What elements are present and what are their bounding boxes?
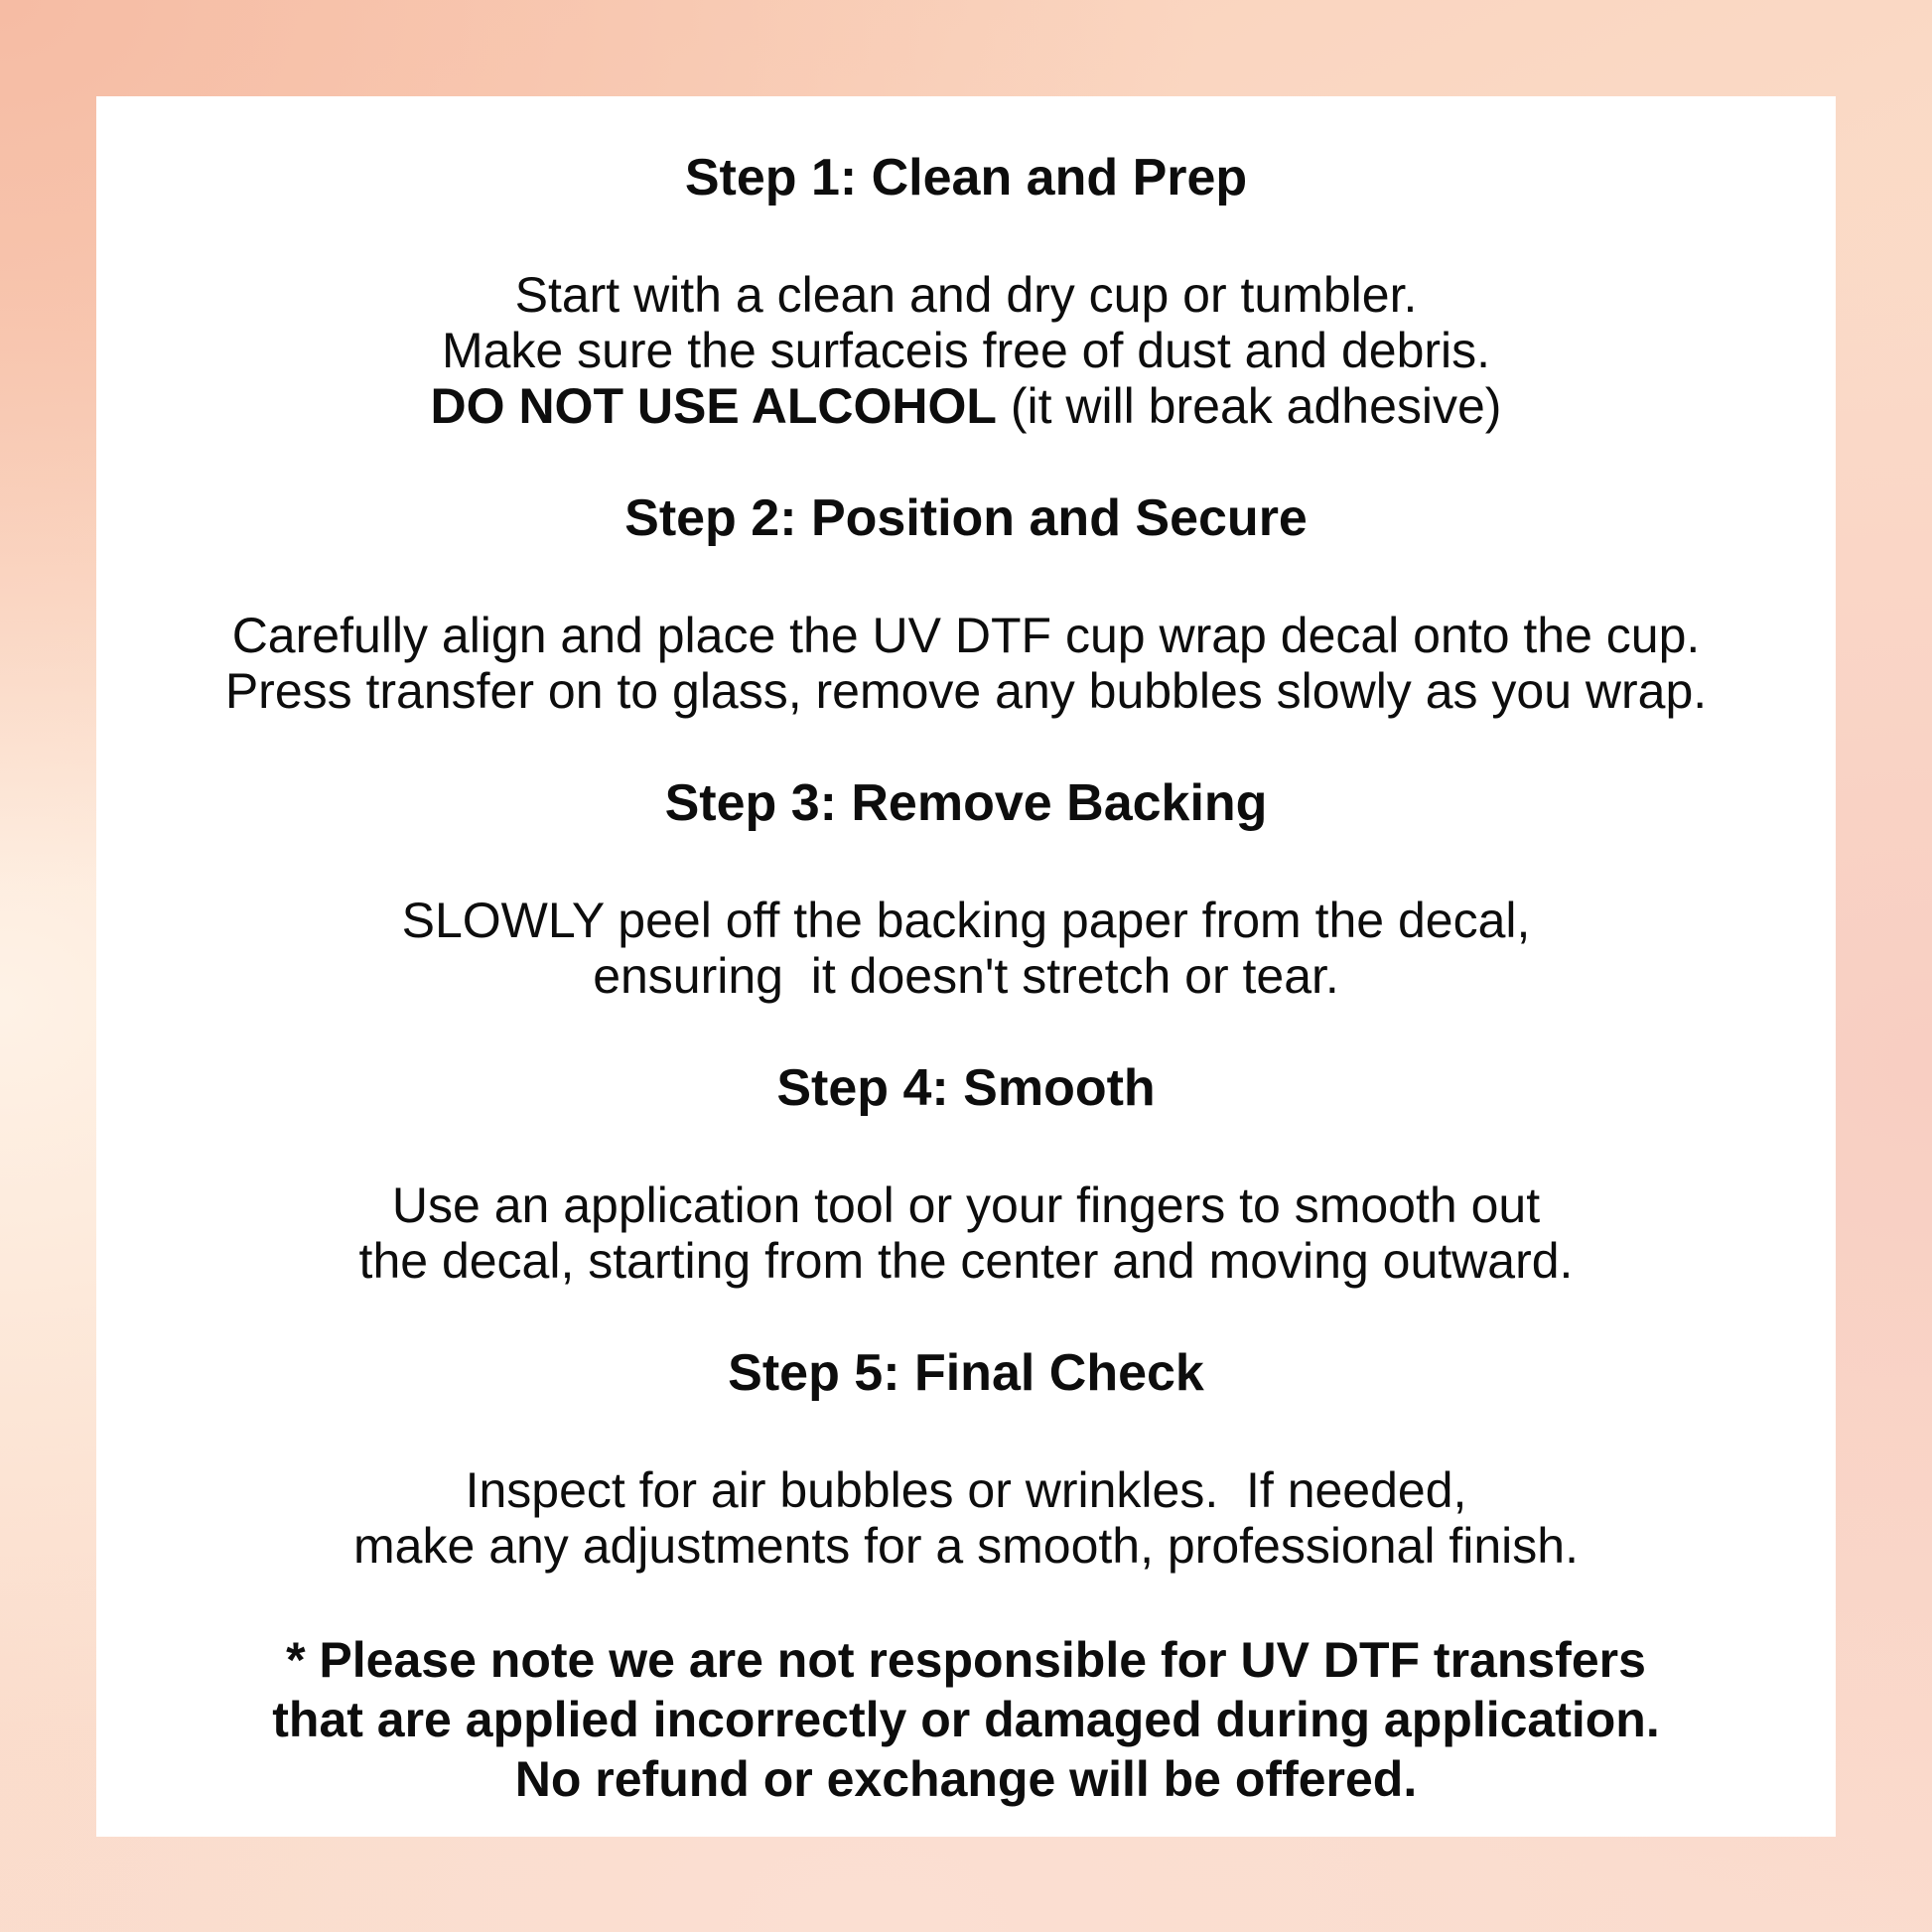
instruction-line: Start with a clean and dry cup or tumbler. xyxy=(514,267,1418,323)
instruction-line: Make sure the surfaceis free of dust and debris. xyxy=(441,323,1491,378)
disclaimer-line: No refund or exchange will be offered. xyxy=(514,1751,1418,1807)
instruction-sections xyxy=(136,150,1796,1574)
instruction-line: Use an application tool or your fingers to smooth out xyxy=(391,1177,1541,1233)
instruction-line: the decal, starting from the center and moving outward. xyxy=(358,1233,1574,1289)
step-heading: Step 5: Final Check xyxy=(728,1344,1204,1402)
instruction-line: Inspect for air bubbles or wrinkles. If needed, xyxy=(465,1462,1467,1518)
step-heading: Step 2: Position and Secure xyxy=(624,489,1308,547)
instruction-line: ensuring it doesn't stretch or tear. xyxy=(593,948,1339,1004)
step-heading: Step 3: Remove Backing xyxy=(664,774,1268,832)
instruction-line: Press transfer on to glass, remove any bubbles slowly as you wrap. xyxy=(224,663,1708,719)
instruction-line: Carefully align and place the UV DTF cup wrap decal onto the cup. xyxy=(231,608,1701,663)
disclaimer xyxy=(136,1630,1796,1809)
disclaimer-line: * Please note we are not responsible for UV DTF transfers xyxy=(286,1632,1646,1688)
disclaimer-line: that are applied incorrectly or damaged during application. xyxy=(272,1692,1660,1747)
instruction-section xyxy=(136,1345,1796,1574)
instruction-section xyxy=(136,1060,1796,1289)
step-heading: Step 1: Clean and Prep xyxy=(684,149,1248,207)
step-heading: Step 4: Smooth xyxy=(776,1059,1156,1117)
instruction-card xyxy=(96,96,1836,1837)
instruction-line: SLOWLY peel off the backing paper from the decal, xyxy=(401,893,1531,948)
instruction-section xyxy=(136,150,1796,434)
instruction-section xyxy=(136,775,1796,1004)
instruction-section xyxy=(136,490,1796,719)
instruction-line: DO NOT USE ALCOHOL (it will break adhesive) xyxy=(430,378,1502,434)
instruction-line: make any adjustments for a smooth, professional finish. xyxy=(353,1518,1579,1574)
